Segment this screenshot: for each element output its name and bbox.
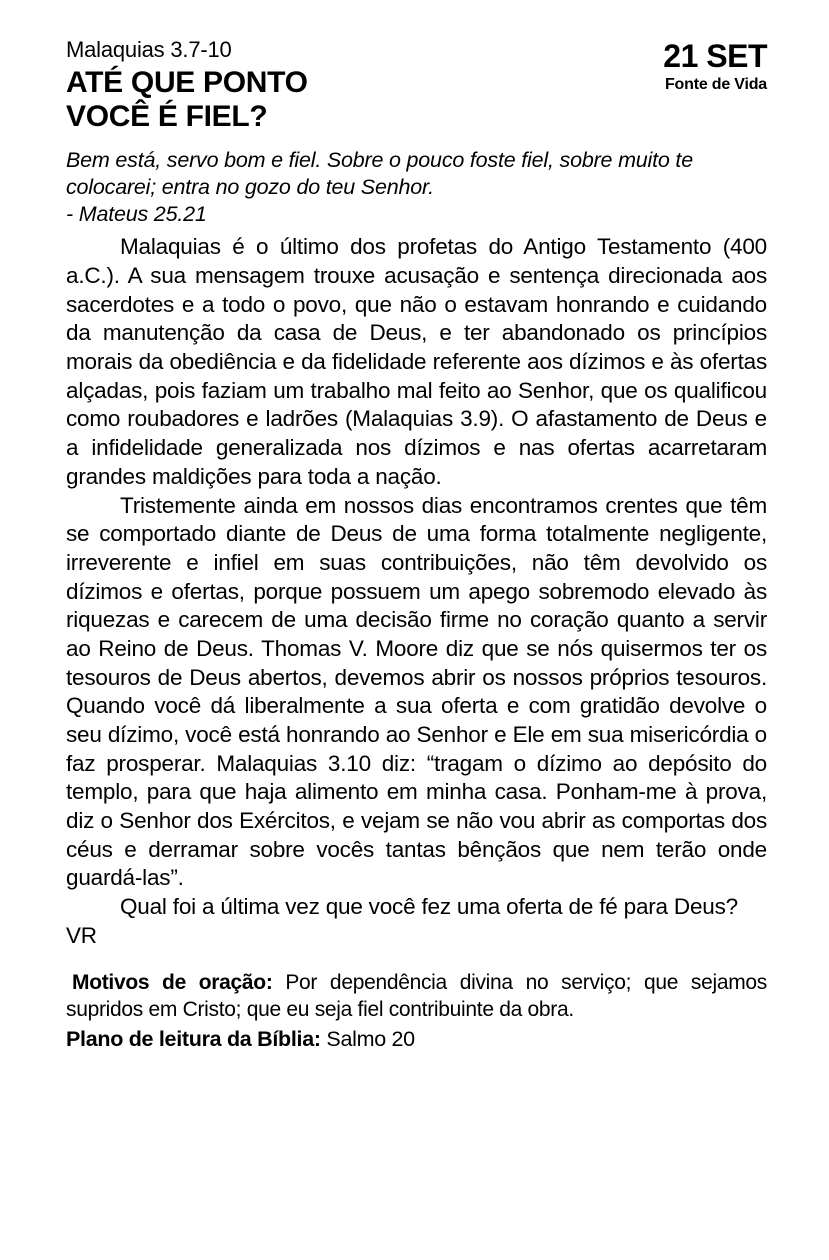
epigraph-verse <box>66 147 767 227</box>
header-left <box>66 38 308 133</box>
page-footer <box>66 969 767 1055</box>
bible-reading-plan <box>66 1026 767 1054</box>
page-title-line-2: VOCÊ É FIEL? <box>66 99 268 133</box>
scripture-reference: Malaquias 3.7-10 <box>66 37 232 62</box>
article-body <box>66 233 767 950</box>
prayer-motives-label: Motivos de oração: <box>72 970 273 994</box>
prayer-motives <box>66 969 767 1024</box>
epigraph-citation: - Mateus 25.21 <box>66 201 207 226</box>
body-paragraph-2: Tristemente ainda em nossos dias encontramos crentes que têm se comportado diante de Deus de uma forma totalmente negligente, irreverente e infiel em suas contribuições, não têm devolvido os dízimos e ofertas, porque possuem um apego sobremodo elevado às riquezas e carecem de uma decisão firme no coração quanto a servir ao Reino de Deus. Thomas V. Moore diz que se nós quisermos ter os tesouros de Deus abertos, devemos abrir os nossos próprios tesouros. Quando você dá liberalmente a sua oferta e com gratidão devolve o seu dízimo, você está honrando ao Senhor e Ele em sua misericórdia o faz prosperar. Malaquias 3.10 diz: “tragam o dízimo ao depósito do templo, para que haja alimento em minha casa. Ponham-me à prova, diz o Senhor dos Exércitos, e vejam se não vou abrir as comportas dos céus e derramar sobre vocês tantas bênçãos que nem terão onde guardá-las”. <box>66 492 767 891</box>
body-paragraph-3: Qual foi a última vez que você fez uma oferta de fé para Deus? VR <box>66 894 738 948</box>
body-paragraph-1: Malaquias é o último dos profetas do Antigo Testamento (400 a.C.). A sua mensagem trouxe acusação e sentença direcionada aos sacerdotes e a todo o povo, que não o estavam honrando e cuidando da manutenção da casa de Deus, e ter abandonado os princípios morais da obediência e da fidelidade referente aos dízimos e às ofertas alçadas, pois faziam um trabalho mal feito ao Senhor, que os qualificou como roubadores e ladrões (Malaquias 3.9). O afastamento de Deus e a infidelidade generalizada nos dízimos e nas ofertas acarretaram grandes maldições para toda a nação. <box>66 234 767 489</box>
page-title-line-1: ATÉ QUE PONTO <box>66 66 308 100</box>
brand-label: Fonte de Vida <box>664 76 767 93</box>
bible-reading-plan-text: Salmo 20 <box>320 1027 415 1052</box>
page-header <box>66 38 767 133</box>
header-right <box>663 38 767 94</box>
page-title <box>66 66 308 133</box>
epigraph-text: Bem está, servo bom e fiel. Sobre o pouco foste fiel, sobre muito te colocarei; entra no gozo do teu Senhor. <box>66 148 693 200</box>
prayer-motives-text: Por dependência divina no serviço; que sejamos supridos em Cristo; que eu seja fiel contribuinte da obra. <box>66 970 767 1021</box>
date-label: 21 SET <box>663 38 767 74</box>
bible-reading-plan-label: Plano de leitura da Bíblia: <box>66 1027 321 1052</box>
